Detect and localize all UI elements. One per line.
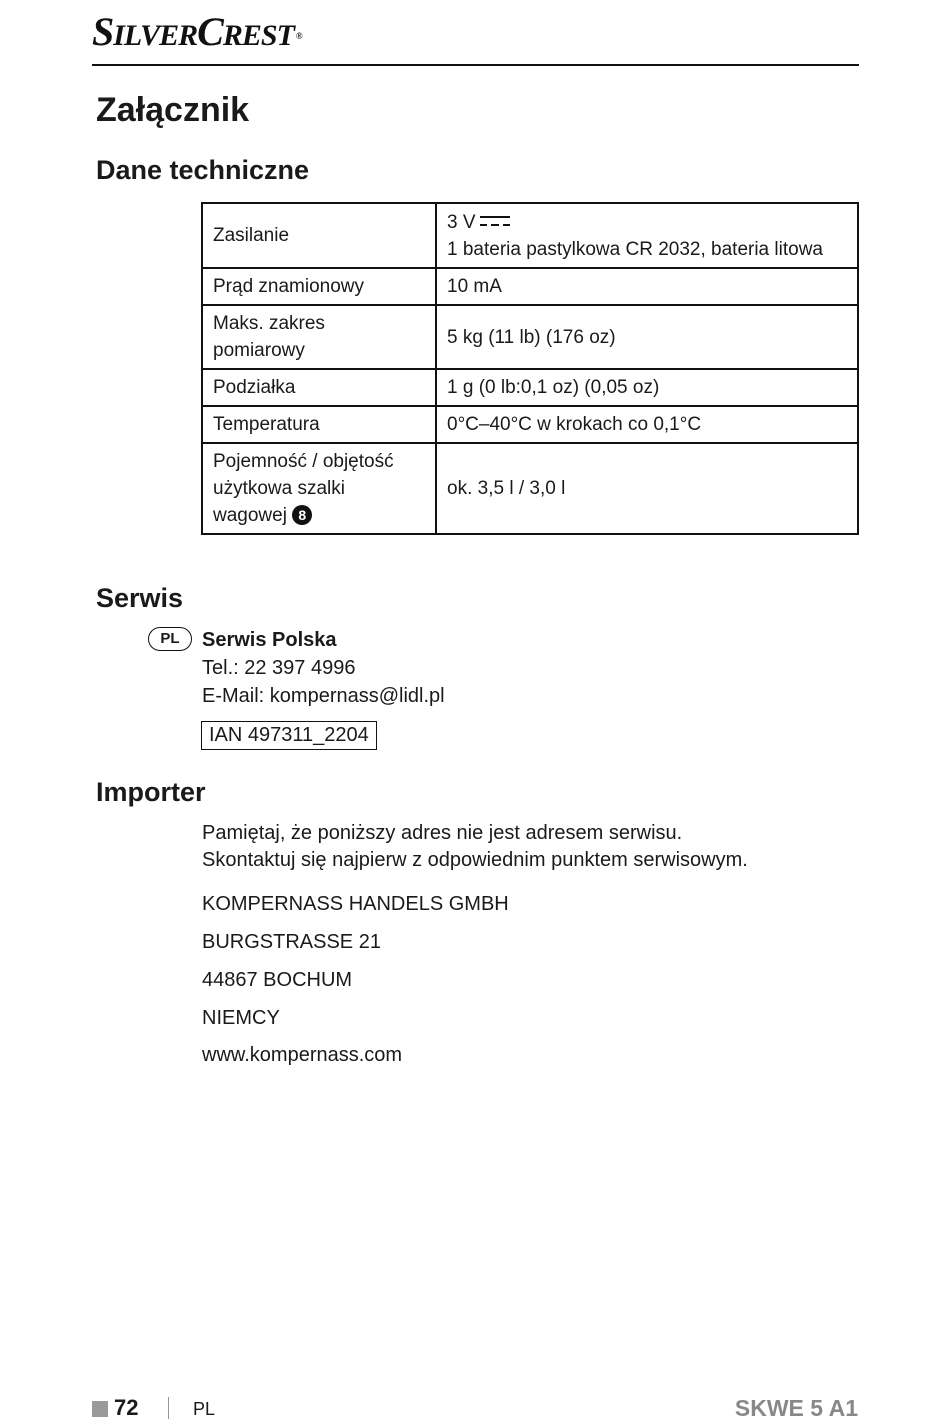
- section-title-specs: Dane techniczne: [96, 155, 310, 185]
- header-divider: [92, 64, 859, 66]
- table-row: [202, 369, 858, 406]
- table-row: [202, 268, 858, 305]
- spec-key: Temperatura: [202, 406, 436, 443]
- spec-key-line: Pojemność / objętość: [213, 451, 394, 472]
- registered-mark: ®: [295, 30, 302, 41]
- brand-letter: C: [197, 9, 223, 54]
- service-name: Serwis Polska: [202, 629, 337, 651]
- section-title-service: Serwis: [96, 583, 184, 613]
- spec-value-line: 1 bateria pastylkowa CR 2032, bateria litowa: [447, 238, 823, 260]
- page-title: Załącznik: [96, 91, 250, 129]
- spec-key: [202, 305, 436, 369]
- footer-model: SKWE 5 A1: [734, 1395, 858, 1421]
- footer-square-mark: [92, 1401, 108, 1417]
- brand-letters: REST: [222, 19, 294, 52]
- section-title-importer: Importer: [96, 777, 206, 807]
- ian-number: IAN 497311_2204: [201, 721, 377, 750]
- table-row: [202, 443, 858, 534]
- brand-logo: [92, 8, 302, 55]
- spec-key: Prąd znamionowy: [202, 268, 436, 305]
- importer-company: KOMPERNASS HANDELS GMBH: [202, 893, 509, 915]
- spec-key: Zasilanie: [202, 203, 436, 268]
- footer-divider: [168, 1397, 169, 1419]
- importer-street: BURGSTRASSE 21: [202, 931, 381, 953]
- spec-key-line: Maks. zakres: [213, 313, 325, 334]
- page-number: 72: [114, 1395, 139, 1420]
- brand-letters: ILVER: [113, 19, 198, 52]
- country-badge: PL: [148, 627, 192, 651]
- dc-current-icon: [480, 215, 510, 227]
- spec-key-line: pomiarowy: [213, 340, 305, 361]
- importer-website: www.kompernass.com: [202, 1044, 403, 1066]
- spec-value-line: 3 V: [447, 211, 476, 233]
- spec-key: [202, 443, 436, 534]
- part-number-badge: 8: [292, 505, 312, 525]
- spec-value: [436, 203, 858, 268]
- importer-note: Pamiętaj, że poniższy adres nie jest adresem serwisu.: [202, 822, 683, 844]
- spec-value: 0°C–40°C w krokach co 0,1°C: [436, 406, 858, 443]
- service-phone: Tel.: 22 397 4996: [202, 657, 356, 679]
- table-row: [202, 406, 858, 443]
- importer-note: Skontaktuj się najpierw z odpowiednim punktem serwisowym.: [202, 849, 748, 871]
- table-row: [202, 305, 858, 369]
- spec-value: 5 kg (11 lb) (176 oz): [436, 305, 858, 369]
- importer-country: NIEMCY: [202, 1007, 280, 1029]
- brand-letter: S: [92, 9, 114, 54]
- spec-key-line: wagowej: [213, 505, 287, 526]
- spec-key: Podziałka: [202, 369, 436, 406]
- footer-language: PL: [193, 1399, 216, 1419]
- spec-table: [201, 202, 859, 535]
- spec-value: 1 g (0 lb:0,1 oz) (0,05 oz): [436, 369, 858, 406]
- service-email: E-Mail: kompernass@lidl.pl: [202, 685, 445, 707]
- importer-city: 44867 BOCHUM: [202, 969, 353, 991]
- spec-value: 10 mA: [436, 268, 858, 305]
- table-row: [202, 203, 858, 268]
- spec-key-line: użytkowa szalki: [213, 478, 345, 499]
- spec-value: ok. 3,5 l / 3,0 l: [436, 443, 858, 534]
